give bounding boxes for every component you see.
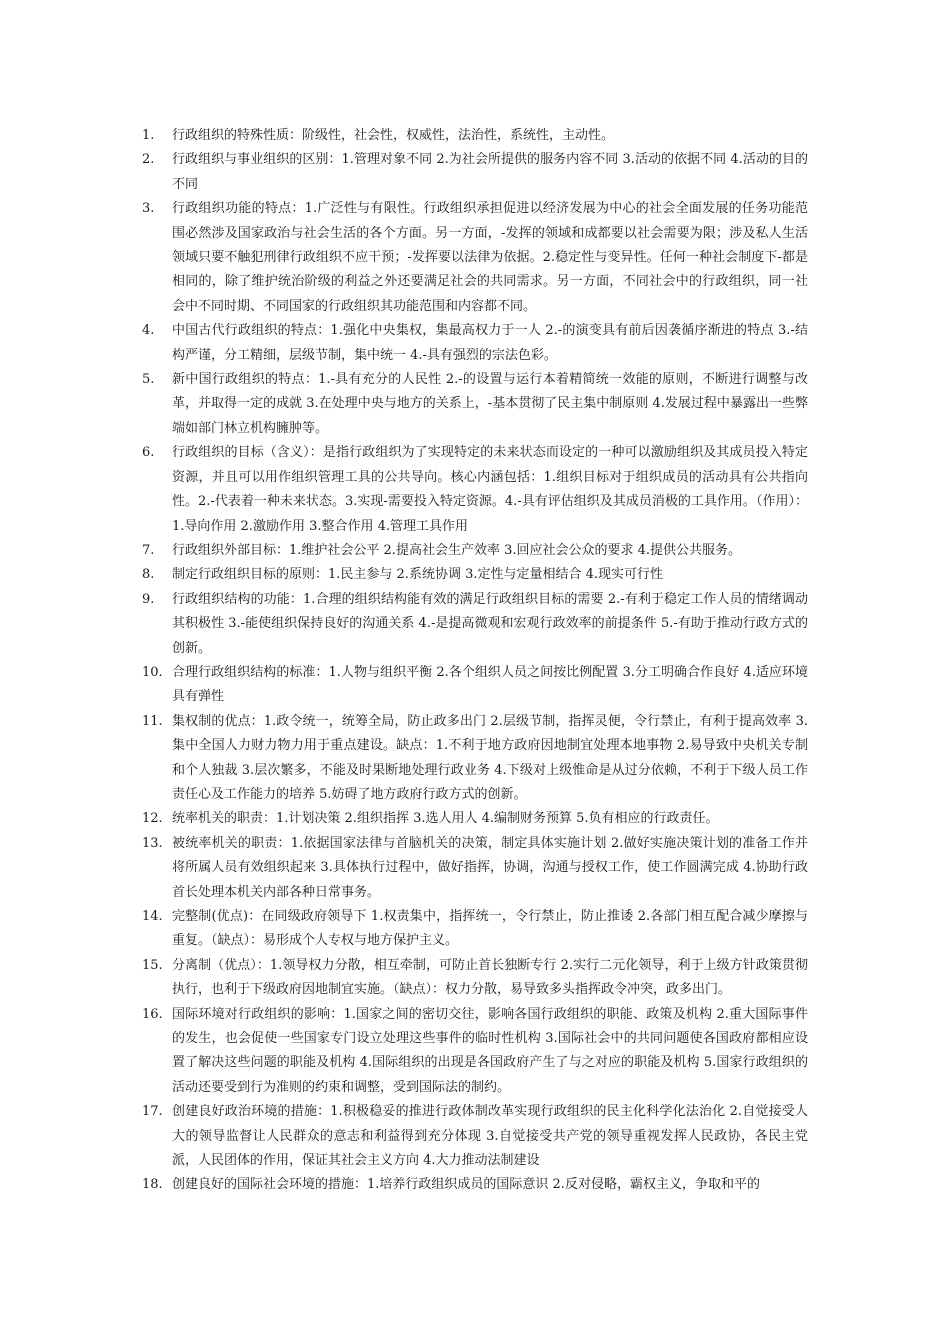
list-item bbox=[0, 710, 950, 808]
item-number: 8. bbox=[142, 567, 155, 583]
item-number: 14. bbox=[142, 909, 163, 924]
item-text: 行政组织的特殊性质：阶级性，社会性，权威性，法治性，系统性，主动性。 bbox=[172, 128, 615, 143]
item-number: 18. bbox=[142, 1177, 163, 1193]
list-item bbox=[0, 124, 950, 148]
item-number: 16. bbox=[142, 1006, 163, 1022]
item-text: 中国古代行政组织的特点：1.强化中央集权，集最高权力于一人 2.-的演变具有前后因袭循序渐进的特点 3.-结构严谨，分工精细，层级节制，集中统一 4.-具有强烈的宗法色彩。 bbox=[172, 323, 808, 363]
list-item bbox=[0, 539, 950, 563]
item-text: 集权制的优点：1.政令统一，统筹全局，防止政多出门 2.层级节制，指挥灵便，令行禁止，有利于提高效率 3.集中全国人力财力物力用于重点建设。缺点：1.不利于地方政府因地制宜处理本地事物 2.易导致中央机关专制和个人独裁 3.层次繁多，不能及时果断地处理行政业务 4.下级对上级惟命是从过分依赖，不利于下级人员工作责任心及工作能力的培养 5.妨碍了地方政府行政方式的创新。 bbox=[172, 713, 808, 802]
item-text: 行政组织的目标（含义）：是指行政组织为了实现特定的未来状态而设定的一种可以激励组织及其成员投入特定资源，并且可以用作组织管理工具的公共导向。核心内涵包括：1.组织目标对于组织成员的活动具有公共指向性。2.-代表着一种未来状态。3.实现-需要投入特定资源。4.-具有评估组织及其成员消极的工具作用。（作用）：1.导向作用 2.激励作用 3.整合作用 4.管理工具作用 bbox=[172, 445, 808, 534]
item-text: 合理行政组织结构的标准：1.人物与组织平衡 2.各个组织人员之间按比例配置 3.分工明确合作良好 4.适应环境具有弹性 bbox=[172, 664, 808, 705]
item-number: 15. bbox=[142, 957, 163, 973]
item-text: 新中国行政组织的特点：1.-具有充分的人民性 2.-的设置与运行本着精简统一效能的原则，不断进行调整与改革，并取得一定的成就 3.在处理中央与地方的关系上，-基本贯彻了民主集中制原则 4.发展过程中暴露出一些弊端如部门林立机构臃肿等。 bbox=[172, 372, 808, 436]
item-number: 5. bbox=[142, 372, 155, 388]
list-item bbox=[0, 368, 950, 441]
item-text: 创建良好政治环境的措施：1.积极稳妥的推进行政体制改革实现行政组织的民主化科学化法治化 2.自觉接受人大的领导监督让人民群众的意志和利益得到充分体现 3.自觉接受共产党的领导重视发挥人民政协，各民主党派，人民团体的作用，保证其社会主义方向 4.大力推动法制建设 bbox=[172, 1104, 808, 1169]
item-text: 创建良好的国际社会环境的措施：1.培养行政组织成员的国际意识 2.反对侵略，霸权主义，争取和平的 bbox=[172, 1177, 760, 1193]
item-number: 12. bbox=[142, 811, 163, 827]
list-item bbox=[0, 1100, 950, 1173]
list-item bbox=[0, 148, 950, 197]
item-text: 被统率机关的职责：1.依据国家法律与首脑机关的决策，制定具体实施计划 2.做好实施决策计划的准备工作并将所属人员有效组织起来 3.具体执行过程中，做好指挥，协调，沟通与授权工作，使工作圆满完成 4.协助行政首长处理本机关内部各种日常事务。 bbox=[172, 835, 808, 900]
item-number: 7. bbox=[142, 542, 155, 558]
list-item bbox=[0, 1003, 950, 1101]
list-item bbox=[0, 197, 950, 319]
list-item bbox=[0, 1173, 950, 1197]
item-text: 行政组织与事业组织的区别：1.管理对象不同 2.为社会所提供的服务内容不同 3.活动的依据不同 4.活动的目的不同 bbox=[172, 152, 808, 192]
list-item bbox=[0, 588, 950, 661]
item-number: 1. bbox=[142, 128, 155, 143]
item-number: 13. bbox=[142, 835, 163, 851]
item-number: 9. bbox=[142, 591, 155, 607]
item-text: 统率机关的职责：1.计划决策 2.组织指挥 3.选人用人 4.编制财务预算 5.负有相应的行政责任。 bbox=[172, 811, 719, 827]
list-item bbox=[0, 441, 950, 539]
item-number: 6. bbox=[142, 445, 155, 461]
list-item bbox=[0, 807, 950, 831]
item-text: 行政组织外部目标：1.维护社会公平 2.提高社会生产效率 3.回应社会公众的要求 4.提供公共服务。 bbox=[172, 542, 742, 558]
item-text: 完整制(优点)：在同级政府领导下 1.权责集中，指挥统一，令行禁止，防止推诿 2.各部门相互配合减少摩擦与重复。（缺点）：易形成个人专权与地方保护主义。 bbox=[172, 909, 808, 949]
item-text: 国际环境对行政组织的影响：1.国家之间的密切交往，影响各国行政组织的职能、政策及机构 2.重大国际事件的发生，也会促使一些国家专门设立处理这些事件的临时性机构 3.国际社会中的共同问题使各国政府都相应设置了解决这些问题的职能及机构 4.国际组织的出现是各国政府产生了与之对应的职能及机构 5.国家行政组织的活动还要受到行为准则的约束和调整，受到国际法的制约。 bbox=[172, 1006, 808, 1095]
item-number: 10. bbox=[142, 664, 163, 680]
item-number: 4. bbox=[142, 323, 155, 339]
item-number: 2. bbox=[142, 152, 155, 168]
list-item bbox=[0, 905, 950, 954]
list-item bbox=[0, 954, 950, 1003]
item-text: 行政组织结构的功能：1.合理的组织结构能有效的满足行政组织目标的需要 2.-有利于稳定工作人员的情绪调动其积极性 3.-能使组织保持良好的沟通关系 4.-是提高微观和宏观行政效率的前提条件 5.-有助于推动行政方式的创新。 bbox=[172, 591, 808, 656]
list-item bbox=[0, 832, 950, 905]
item-text: 分离制（优点）：1.领导权力分散，相互牵制，可防止首长独断专行 2.实行二元化领导，利于上级方针政策贯彻执行，也利于下级政府因地制宜实施。（缺点）：权力分散，易导致多头指挥政令冲突，政多出门。 bbox=[172, 957, 808, 998]
item-number: 3. bbox=[142, 201, 155, 217]
item-text: 行政组织功能的特点：1.广泛性与有限性。行政组织承担促进以经济发展为中心的社会全面发展的任务功能范围必然涉及国家政治与社会生活的各个方面。另一方面，-发挥的领域和成都要以社会需要为限；涉及私人生活领域只要不触犯刑律行政组织不应干预；-发挥要以法律为依据。2.稳定性与变异性。任何一种社会制度下-都是相同的，除了维护统治阶级的利益之外还要满足社会的共同需求。另一方面，不同社会中的行政组织，同一社会中不同时期、不同国家的行政组织其功能范围和内容都不同。 bbox=[172, 201, 808, 314]
numbered-list bbox=[0, 124, 950, 1198]
list-item bbox=[0, 563, 950, 587]
list-item bbox=[0, 661, 950, 710]
item-text: 制定行政组织目标的原则：1.民主参与 2.系统协调 3.定性与定量相结合 4.现实可行性 bbox=[172, 567, 664, 583]
item-number: 11. bbox=[142, 713, 163, 729]
item-number: 17. bbox=[142, 1104, 163, 1120]
list-item bbox=[0, 319, 950, 368]
